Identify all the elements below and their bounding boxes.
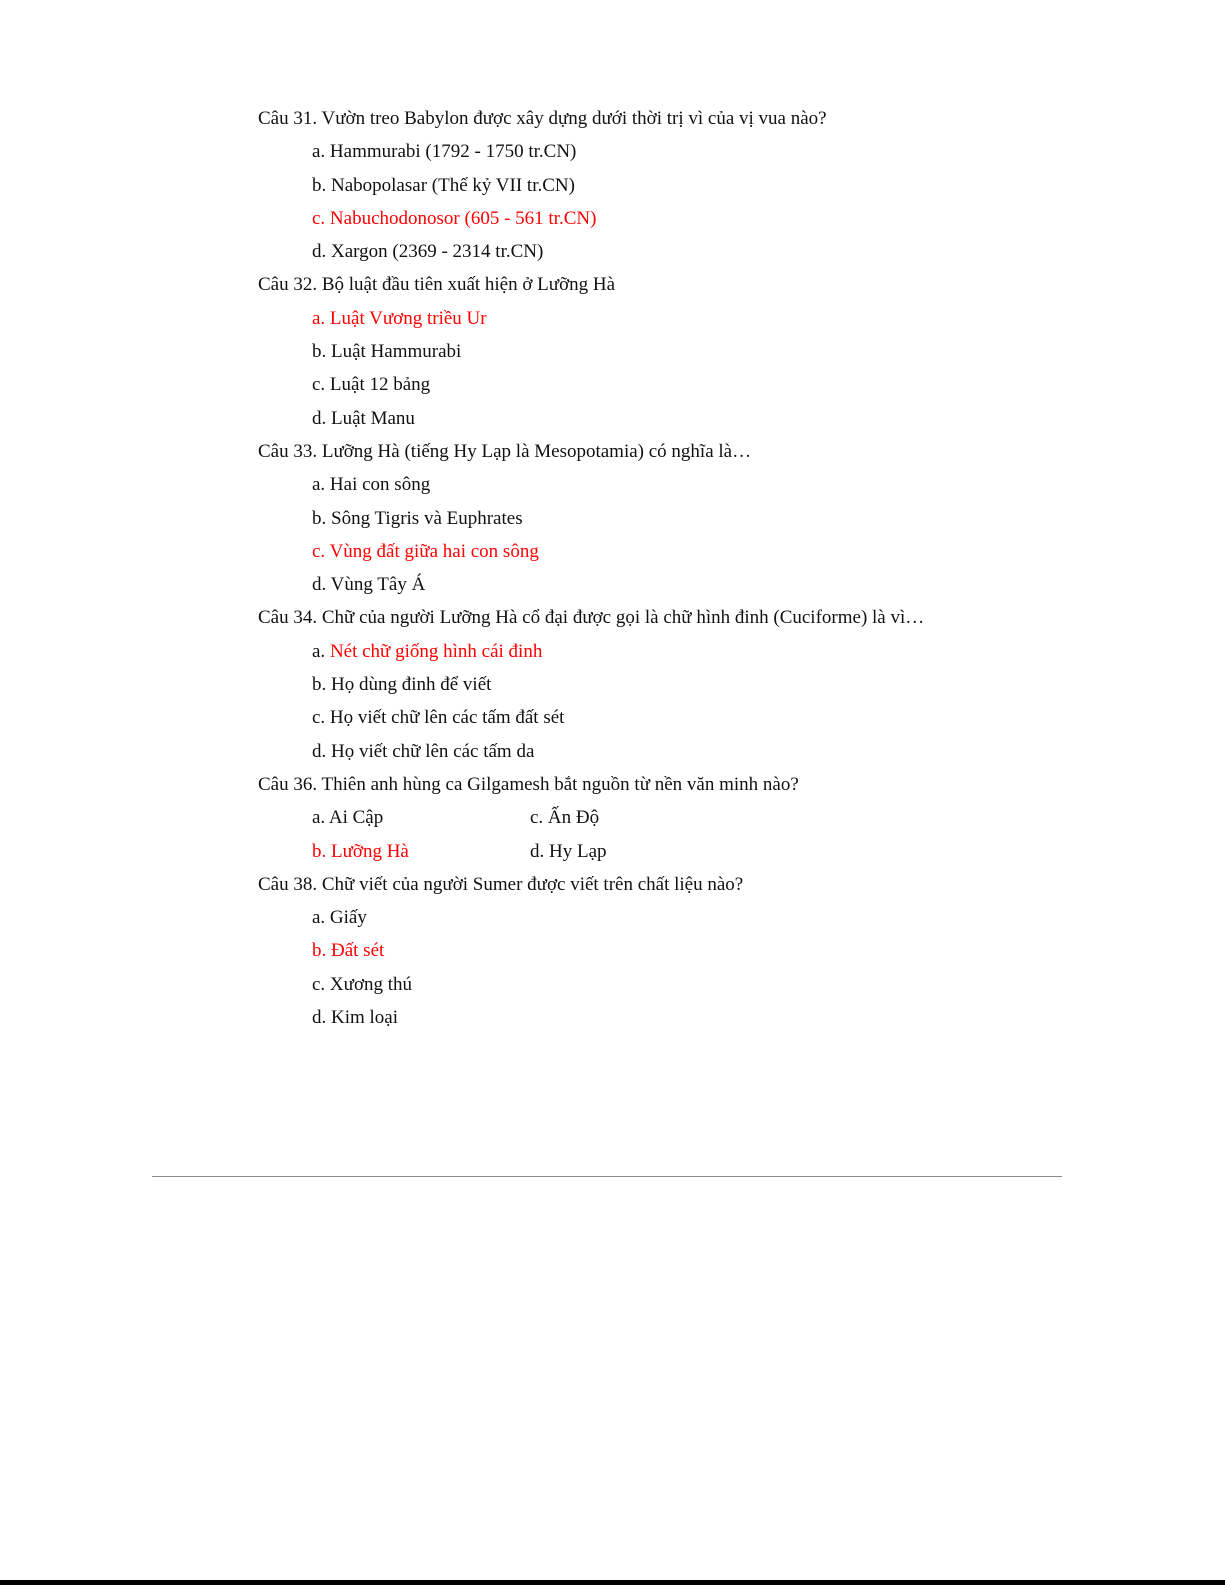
question-31-option-d: d. Xargon (2369 - 2314 tr.CN) <box>312 241 544 263</box>
question-38-option-c: c. Xương thú <box>312 973 413 995</box>
question-34-option-c: c. Họ viết chữ lên các tấm đất sét <box>312 707 565 729</box>
question-38-option-a: a. Giấy <box>312 907 367 929</box>
question-38-option-b-correct: b. Đất sét <box>312 940 385 962</box>
question-36-options-row-2 <box>258 838 1158 871</box>
question-34-option-a-correct-text: Nét chữ giống hình cái đinh <box>329 640 543 662</box>
question-33-option-b: b. Sông Tigris và Euphrates <box>312 507 523 529</box>
question-38: Câu 38. Chữ viết của người Sumer được viết trên chất liệu nào? <box>258 873 744 895</box>
question-33-option-a: a. Hai con sông <box>312 474 431 496</box>
question-36-option-d: d. Hy Lạp <box>530 840 607 862</box>
question-32-option-d: d. Luật Manu <box>312 407 415 429</box>
question-34-option-a-prefix: a. <box>312 640 330 662</box>
question-36-option-c: c. Ấn Độ <box>530 807 600 829</box>
question-34-option-b: b. Họ dùng đinh để viết <box>312 674 492 696</box>
question-36-option-b-correct: b. Lưỡng Hà <box>312 840 409 862</box>
question-32-option-c: c. Luật 12 bảng <box>312 374 431 396</box>
question-36-option-a: a. Ai Cập <box>312 807 384 829</box>
question-33-option-c-correct: c. Vùng đất giữa hai con sông <box>312 540 539 562</box>
quiz-content <box>258 105 1158 1037</box>
question-34-option-a <box>258 638 1158 671</box>
question-33-option-d: d. Vùng Tây Á <box>312 574 426 596</box>
question-32: Câu 32. Bộ luật đầu tiên xuất hiện ở Lưỡng Hà <box>258 274 616 296</box>
question-31: Câu 31. Vườn treo Babylon được xây dựng dưới thời trị vì của vị vua nào? <box>258 108 827 129</box>
question-31-option-a: a. Hammurabi (1792 - 1750 tr.CN) <box>312 141 577 163</box>
question-31-option-b: b. Nabopolasar (Thế kỷ VII tr.CN) <box>312 174 575 196</box>
page-divider <box>152 1176 1062 1177</box>
question-32-option-b: b. Luật Hammurabi <box>312 341 462 363</box>
question-34-option-d: d. Họ viết chữ lên các tấm da <box>312 740 535 762</box>
question-38-option-d: d. Kim loại <box>312 1007 399 1029</box>
question-34: Câu 34. Chữ của người Lưỡng Hà cổ đại được gọi là chữ hình đinh (Cuciforme) là vì… <box>258 607 925 629</box>
question-31-option-c-correct: c. Nabuchodonosor (605 - 561 tr.CN) <box>312 207 597 229</box>
question-32-option-a-correct: a. Luật Vương triều Ur <box>312 307 487 329</box>
question-36: Câu 36. Thiên anh hùng ca Gilgamesh bắt nguồn từ nền văn minh nào? <box>258 773 799 795</box>
question-36-options-row-1 <box>258 804 1158 837</box>
question-33: Câu 33. Lưỡng Hà (tiếng Hy Lạp là Mesopotamia) có nghĩa là… <box>258 440 752 462</box>
bottom-edge-bar <box>0 1580 1225 1585</box>
